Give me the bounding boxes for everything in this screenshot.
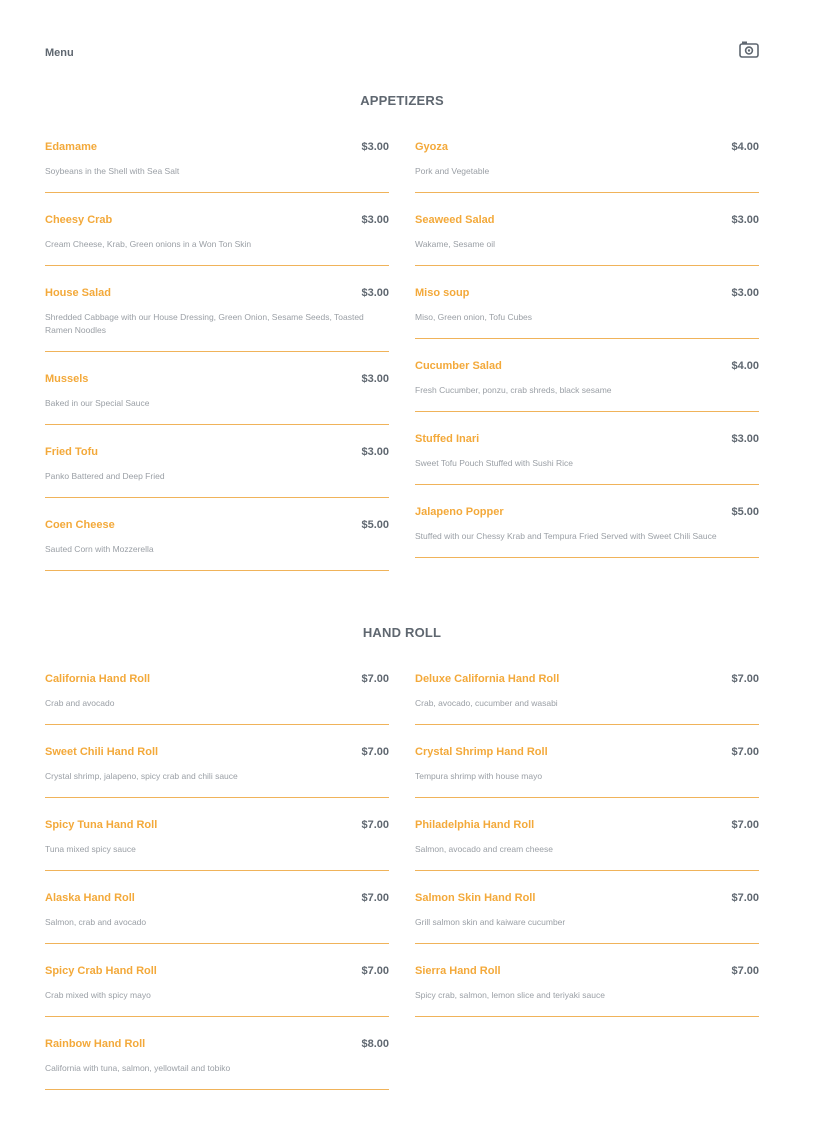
item-name: Cucumber Salad [415, 360, 502, 372]
menu-item[interactable] [415, 433, 759, 485]
item-description: Crab, avocado, cucumber and wasabi [415, 698, 558, 708]
item-price: $7.00 [361, 746, 389, 758]
item-description: Salmon, crab and avocado [45, 917, 147, 927]
menu-item[interactable] [45, 141, 389, 193]
menu-item[interactable] [415, 360, 759, 412]
appetizers-left-column [45, 141, 389, 571]
item-price: $3.00 [361, 287, 389, 299]
item-name: Crystal Shrimp Hand Roll [415, 746, 548, 758]
menu-item[interactable] [45, 1038, 389, 1090]
item-name: Mussels [45, 373, 89, 385]
item-description: Sauted Corn with Mozzerella [45, 544, 154, 554]
item-name: Philadelphia Hand Roll [415, 819, 535, 831]
item-name: California Hand Roll [45, 673, 151, 685]
menu-item[interactable] [45, 446, 389, 498]
item-price: $7.00 [731, 965, 759, 977]
item-name: Deluxe California Hand Roll [415, 673, 560, 685]
item-name: Gyoza [415, 141, 449, 153]
menu-item[interactable] [415, 287, 759, 339]
menu-item[interactable] [415, 819, 759, 871]
appetizers-right-column [415, 141, 759, 558]
item-price: $3.00 [731, 214, 759, 226]
menu-item[interactable] [415, 965, 759, 1017]
menu-item[interactable] [415, 746, 759, 798]
item-description: Tempura shrimp with house mayo [415, 771, 543, 781]
item-price: $3.00 [731, 287, 759, 299]
item-description: Shredded Cabbage with our House Dressing, Green Onion, Sesame Seeds, Toasted Ramen Noodles [45, 312, 364, 335]
item-name: Coen Cheese [45, 519, 115, 531]
item-price: $4.00 [731, 141, 759, 153]
item-name: Edamame [45, 141, 97, 153]
menu-item[interactable] [45, 746, 389, 798]
menu-item[interactable] [415, 892, 759, 944]
item-price: $5.00 [731, 506, 759, 518]
item-price: $3.00 [731, 433, 759, 445]
item-description: Soybeans in the Shell with Sea Salt [45, 166, 180, 176]
hand-roll-left-column [45, 673, 389, 1090]
item-description: Crystal shrimp, jalapeno, spicy crab and chili sauce [45, 771, 238, 781]
item-name: Alaska Hand Roll [45, 892, 135, 904]
menu-item[interactable] [45, 673, 389, 725]
item-description: Spicy crab, salmon, lemon slice and teriyaki sauce [415, 990, 605, 1000]
hand-roll-right-column [415, 673, 759, 1017]
menu-item[interactable] [45, 819, 389, 871]
item-name: Spicy Tuna Hand Roll [45, 819, 158, 831]
top-bar [45, 40, 759, 64]
menu-item[interactable] [415, 673, 759, 725]
item-description: Miso, Green onion, Tofu Cubes [415, 312, 533, 322]
item-description: Wakame, Sesame oil [415, 239, 495, 249]
item-price: $7.00 [731, 673, 759, 685]
item-price: $3.00 [361, 446, 389, 458]
item-price: $8.00 [361, 1038, 389, 1050]
camera-icon[interactable] [739, 40, 759, 58]
section-title-hand-roll: HAND ROLL [362, 625, 442, 640]
item-price: $3.00 [361, 214, 389, 226]
item-price: $7.00 [361, 673, 389, 685]
item-description: Salmon, avocado and cream cheese [415, 844, 553, 854]
item-name: Seaweed Salad [415, 214, 495, 226]
item-description: Stuffed with our Chessy Krab and Tempura Fried Served with Sweet Chili Sauce [415, 531, 717, 541]
item-name: Stuffed Inari [415, 433, 480, 445]
item-description: Panko Battered and Deep Fried [45, 471, 165, 481]
item-price: $7.00 [731, 819, 759, 831]
item-name: Sierra Hand Roll [415, 965, 501, 977]
item-price: $7.00 [361, 819, 389, 831]
item-description: Baked in our Special Sauce [45, 398, 150, 408]
menu-item[interactable] [45, 519, 389, 571]
item-name: Rainbow Hand Roll [45, 1038, 146, 1050]
item-price: $3.00 [361, 141, 389, 153]
menu-item[interactable] [415, 141, 759, 193]
page-title: Menu [45, 47, 74, 59]
item-name: House Salad [45, 287, 112, 299]
item-price: $7.00 [731, 892, 759, 904]
item-price: $3.00 [361, 373, 389, 385]
item-name: Fried Tofu [45, 446, 98, 458]
menu-item[interactable] [45, 965, 389, 1017]
menu-item[interactable] [45, 287, 389, 352]
section-title-appetizers: APPETIZERS [360, 93, 444, 108]
item-price: $7.00 [731, 746, 759, 758]
item-price: $4.00 [731, 360, 759, 372]
item-description: Fresh Cucumber, ponzu, crab shreds, black sesame [415, 385, 612, 395]
item-description: Cream Cheese, Krab, Green onions in a Won Ton Skin [45, 239, 252, 249]
item-description: Crab mixed with spicy mayo [45, 990, 151, 1000]
item-description: Pork and Vegetable [415, 166, 490, 176]
item-name: Jalapeno Popper [415, 506, 504, 518]
item-description: Tuna mixed spicy sauce [45, 844, 136, 854]
item-description: Crab and avocado [45, 698, 115, 708]
item-description: Grill salmon skin and kaiware cucumber [415, 917, 566, 927]
item-description: California with tuna, salmon, yellowtail and tobiko [45, 1063, 231, 1073]
item-price: $7.00 [361, 892, 389, 904]
item-name: Spicy Crab Hand Roll [45, 965, 157, 977]
item-price: $5.00 [361, 519, 389, 531]
menu-item[interactable] [45, 214, 389, 266]
item-name: Cheesy Crab [45, 214, 113, 226]
item-description: Sweet Tofu Pouch Stuffed with Sushi Rice [415, 458, 573, 468]
menu-item[interactable] [45, 373, 389, 425]
menu-item[interactable] [415, 214, 759, 266]
item-name: Miso soup [415, 287, 470, 299]
menu-item[interactable] [415, 506, 759, 558]
menu-item[interactable] [45, 892, 389, 944]
item-name: Sweet Chili Hand Roll [45, 746, 159, 758]
item-price: $7.00 [361, 965, 389, 977]
item-name: Salmon Skin Hand Roll [415, 892, 536, 904]
